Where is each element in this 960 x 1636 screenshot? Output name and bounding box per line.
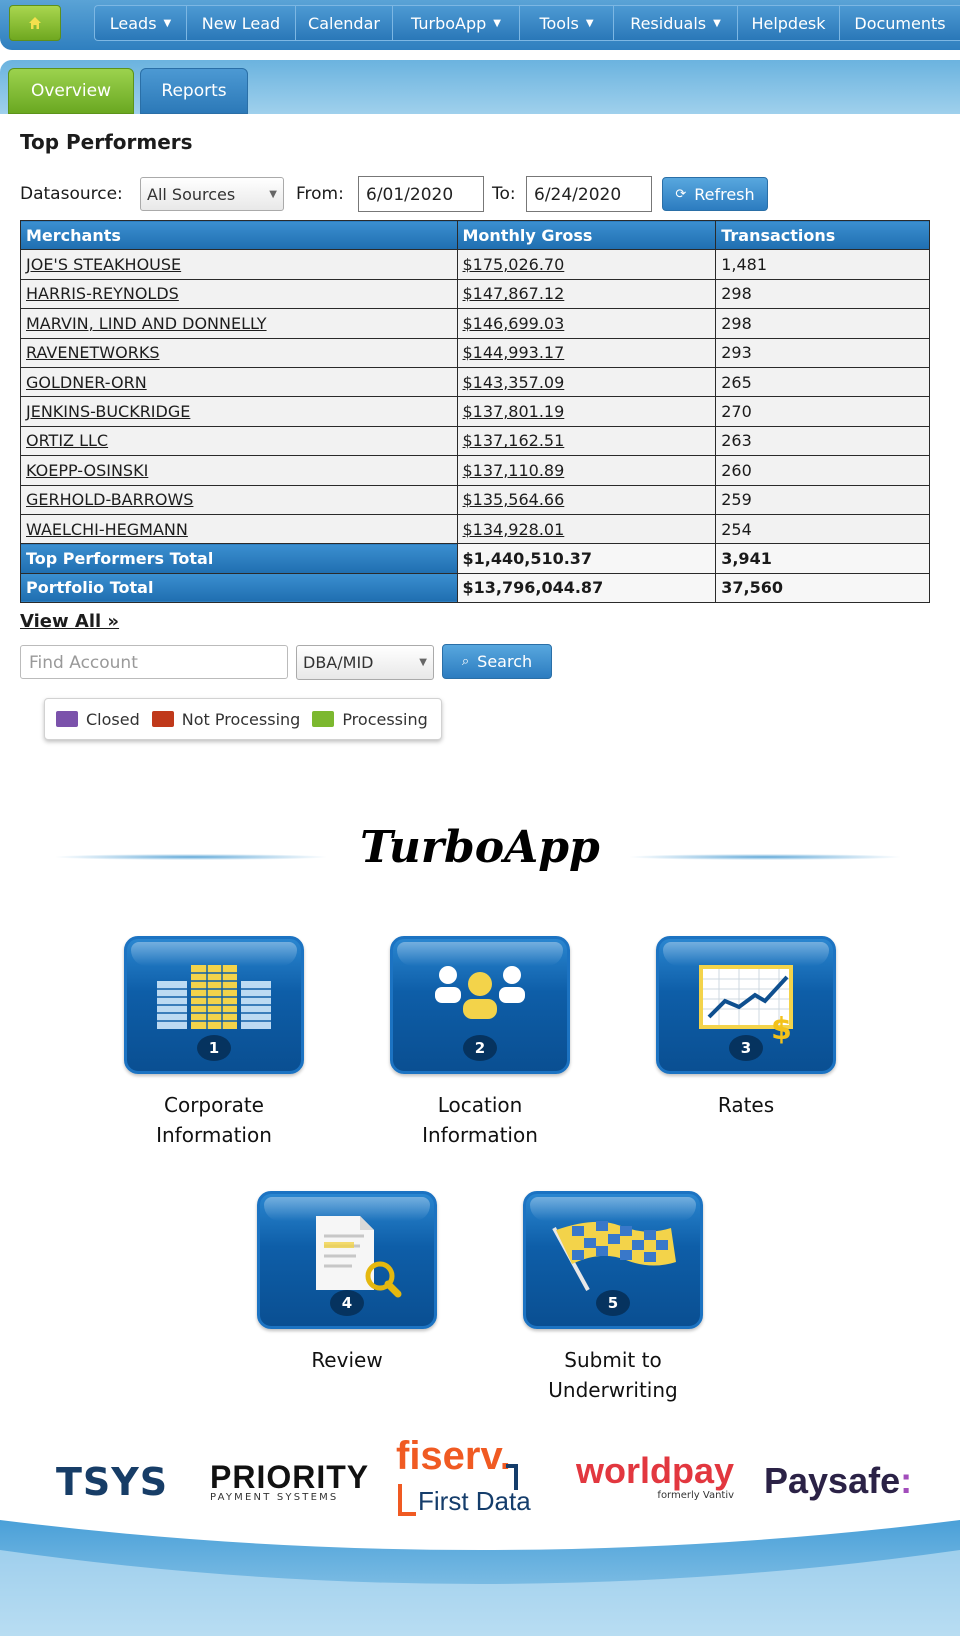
monthly-gross-link[interactable]: $134,928.01 [462, 519, 565, 539]
table-header-row [21, 221, 930, 250]
menu-turboapp-label: TurboApp [411, 13, 487, 33]
column-header-merchants[interactable]: Merchants [21, 221, 458, 250]
step-label: Location Information [422, 1093, 538, 1147]
refresh-button-label: Refresh [694, 184, 755, 204]
legend-item-closed [56, 710, 140, 729]
menu-documents[interactable] [840, 6, 960, 40]
monthly-gross-cell [457, 250, 716, 279]
fiserv-logo-text: fiserv. [396, 1434, 511, 1478]
transactions-cell: 263 [716, 426, 930, 455]
totals-transactions: 37,560 [716, 573, 930, 602]
top-navigation [0, 0, 960, 50]
tab-overview[interactable]: Overview [8, 68, 134, 114]
chevron-down-icon: ▼ [493, 17, 501, 29]
step-tile[interactable] [523, 1191, 703, 1329]
transactions-cell: 1,481 [716, 250, 930, 279]
menu-new-lead-label: New Lead [201, 13, 281, 33]
totals-label: Top Performers Total [21, 544, 458, 573]
tsys-logo: TSYS [56, 1460, 169, 1504]
transactions-cell: 254 [716, 514, 930, 543]
chevron-down-icon: ▼ [269, 189, 277, 200]
home-button[interactable] [9, 5, 61, 41]
monthly-gross-link[interactable]: $137,801.19 [462, 402, 565, 422]
table-row [21, 397, 930, 426]
worldpay-logo-text: worldpay [576, 1450, 735, 1491]
datasource-label: Datasource: [20, 184, 123, 204]
turboapp-title: TurboApp [360, 822, 600, 873]
worldpay-logo [576, 1450, 735, 1501]
find-account-input[interactable]: Find Account [20, 645, 288, 679]
table-row [21, 309, 930, 338]
monthly-gross-link[interactable]: $144,993.17 [462, 343, 565, 363]
table-row [21, 338, 930, 367]
menu-calendar-label: Calendar [308, 13, 380, 33]
main-menu [94, 5, 960, 41]
merchant-link[interactable]: RAVENETWORKS [26, 343, 160, 363]
step-rates[interactable] [656, 936, 836, 1120]
chevron-down-icon: ▼ [713, 17, 721, 29]
legend-swatch [56, 711, 78, 727]
monthly-gross-link[interactable]: $135,564.66 [462, 490, 565, 510]
totals-label: Portfolio Total [21, 573, 458, 602]
menu-tools-label: Tools [539, 13, 579, 33]
chevron-down-icon: ▼ [585, 17, 594, 29]
step-location-information[interactable] [390, 936, 570, 1150]
chevron-down-icon: ▼ [419, 657, 427, 668]
merchant-link[interactable]: KOEPP-OSINSKI [26, 460, 149, 480]
menu-residuals[interactable] [614, 6, 738, 40]
monthly-gross-link[interactable]: $147,867.12 [462, 284, 565, 304]
transactions-cell: 259 [716, 485, 930, 514]
merchant-link[interactable]: ORTIZ LLC [26, 431, 109, 451]
monthly-gross-link[interactable]: $146,699.03 [462, 313, 565, 333]
totals-transactions: 3,941 [716, 544, 930, 573]
monthly-gross-cell [457, 485, 716, 514]
search-type-value: DBA/MID [303, 653, 374, 672]
merchant-cell [21, 397, 458, 426]
legend-swatch [312, 711, 334, 727]
monthly-gross-cell [457, 397, 716, 426]
search-type-select[interactable] [296, 645, 434, 680]
legend-label: Closed [86, 709, 140, 729]
status-legend [44, 698, 442, 740]
menu-new-lead[interactable] [187, 6, 296, 40]
menu-calendar[interactable] [296, 6, 393, 40]
merchant-link[interactable]: MARVIN, LIND AND DONNELLY [26, 313, 267, 333]
step-number: 5 [596, 1290, 630, 1316]
transactions-cell: 298 [716, 279, 930, 308]
view-all-link[interactable]: View All » [20, 611, 120, 632]
home-icon [28, 16, 42, 30]
monthly-gross-cell [457, 309, 716, 338]
merchant-link[interactable]: HARRIS-REYNOLDS [26, 284, 179, 304]
step-number: 1 [197, 1035, 231, 1061]
priority-logo-name: PRIORITY [210, 1459, 370, 1495]
paysafe-logo [764, 1460, 912, 1502]
worldpay-logo-sub: formerly Vantiv [657, 1490, 735, 1501]
datasource-select[interactable] [140, 177, 284, 211]
search-button-label: Search [477, 652, 533, 671]
step-tile[interactable] [390, 936, 570, 1074]
totals-row [21, 573, 930, 602]
step-review[interactable] [257, 1191, 437, 1375]
merchant-cell [21, 426, 458, 455]
column-header-transactions[interactable]: Transactions [716, 221, 930, 250]
monthly-gross-link[interactable]: $137,162.51 [462, 431, 565, 451]
transactions-cell: 298 [716, 309, 930, 338]
to-label: To: [492, 184, 516, 204]
step-number: 3 [729, 1035, 763, 1061]
monthly-gross-link[interactable]: $143,357.09 [462, 372, 565, 392]
step-tile[interactable] [656, 936, 836, 1074]
monthly-gross-cell [457, 426, 716, 455]
table-row [21, 279, 930, 308]
merchant-cell [21, 485, 458, 514]
totals-gross: $13,796,044.87 [457, 573, 716, 602]
totals-gross: $1,440,510.37 [457, 544, 716, 573]
monthly-gross-cell [457, 279, 716, 308]
top-performers-table [20, 220, 930, 603]
totals-row [21, 544, 930, 573]
merchant-link[interactable]: GOLDNER-ORN [26, 372, 147, 392]
table-row [21, 250, 930, 279]
menu-leads[interactable] [95, 6, 187, 40]
step-submit-to-underwriting[interactable] [523, 1191, 703, 1405]
monthly-gross-cell [457, 456, 716, 485]
table-row [21, 514, 930, 543]
firstdata-logo-text: First Data [418, 1486, 531, 1516]
to-date-input[interactable]: 6/24/2020 [526, 176, 652, 212]
legend-swatch [152, 711, 174, 727]
tab-reports[interactable]: Reports [140, 68, 248, 114]
column-header-monthly-gross[interactable]: Monthly Gross [457, 221, 716, 250]
merchant-cell [21, 367, 458, 396]
monthly-gross-link[interactable]: $175,026.70 [462, 255, 565, 275]
transactions-cell: 293 [716, 338, 930, 367]
merchant-link[interactable]: WAELCHI-HEGMANN [26, 519, 188, 539]
menu-helpdesk-label: Helpdesk [751, 13, 826, 33]
table-row [21, 456, 930, 485]
legend-item-processing [312, 710, 427, 729]
step-number: 4 [330, 1290, 364, 1316]
table-row [21, 367, 930, 396]
transactions-cell: 265 [716, 367, 930, 396]
step-label: Rates [717, 1093, 775, 1117]
search-button[interactable] [442, 644, 552, 679]
merchant-cell [21, 514, 458, 543]
merchant-link[interactable]: JENKINS-BUCKRIDGE [26, 402, 191, 422]
top-performers-title: Top Performers [20, 130, 193, 154]
paysafe-logo-text: Paysafe [764, 1460, 901, 1501]
paysafe-logo-colon: : [900, 1460, 913, 1501]
chevron-down-icon: ▼ [163, 17, 172, 29]
monthly-gross-cell [457, 367, 716, 396]
step-label: Corporate Information [156, 1093, 272, 1147]
merchant-link[interactable]: GERHOLD-BARROWS [26, 490, 194, 510]
transactions-cell: 270 [716, 397, 930, 426]
svg-text:$: $ [771, 1012, 792, 1047]
from-label: From: [296, 184, 344, 204]
menu-residuals-label: Residuals [630, 13, 707, 33]
step-label: Review [311, 1348, 383, 1372]
merchant-cell [21, 309, 458, 338]
refresh-icon: ⟳ [675, 186, 687, 202]
menu-helpdesk[interactable] [738, 6, 840, 40]
refresh-button[interactable] [662, 177, 768, 211]
footer-wave [0, 1500, 960, 1636]
monthly-gross-cell [457, 514, 716, 543]
step-number: 2 [463, 1035, 497, 1061]
table-row [21, 426, 930, 455]
legend-item-not-processing [152, 710, 301, 729]
monthly-gross-link[interactable]: $137,110.89 [462, 460, 565, 480]
merchant-cell [21, 456, 458, 485]
merchant-cell [21, 250, 458, 279]
monthly-gross-cell [457, 338, 716, 367]
transactions-cell: 260 [716, 456, 930, 485]
step-corporate-information[interactable] [124, 936, 304, 1150]
filter-bar [20, 176, 780, 212]
merchant-cell [21, 279, 458, 308]
menu-leads-label: Leads [109, 13, 157, 33]
step-label: Submit to Underwriting [548, 1348, 678, 1402]
tab-bar [0, 60, 960, 114]
priority-logo-sub: PAYMENT SYSTEMS [210, 1492, 339, 1503]
merchant-cell [21, 338, 458, 367]
menu-tools[interactable] [520, 6, 614, 40]
priority-logo [210, 1459, 370, 1503]
step-tile[interactable] [124, 936, 304, 1074]
menu-documents-label: Documents [854, 13, 946, 33]
step-tile[interactable] [257, 1191, 437, 1329]
menu-turboapp[interactable] [393, 6, 520, 40]
datasource-value: All Sources [147, 185, 236, 204]
legend-label: Processing [342, 709, 428, 729]
table-row [21, 485, 930, 514]
from-date-input[interactable]: 6/01/2020 [358, 176, 484, 212]
merchant-link[interactable]: JOE'S STEAKHOUSE [26, 255, 182, 275]
legend-label: Not Processing [181, 709, 301, 729]
search-icon: ⌕ [461, 654, 470, 669]
